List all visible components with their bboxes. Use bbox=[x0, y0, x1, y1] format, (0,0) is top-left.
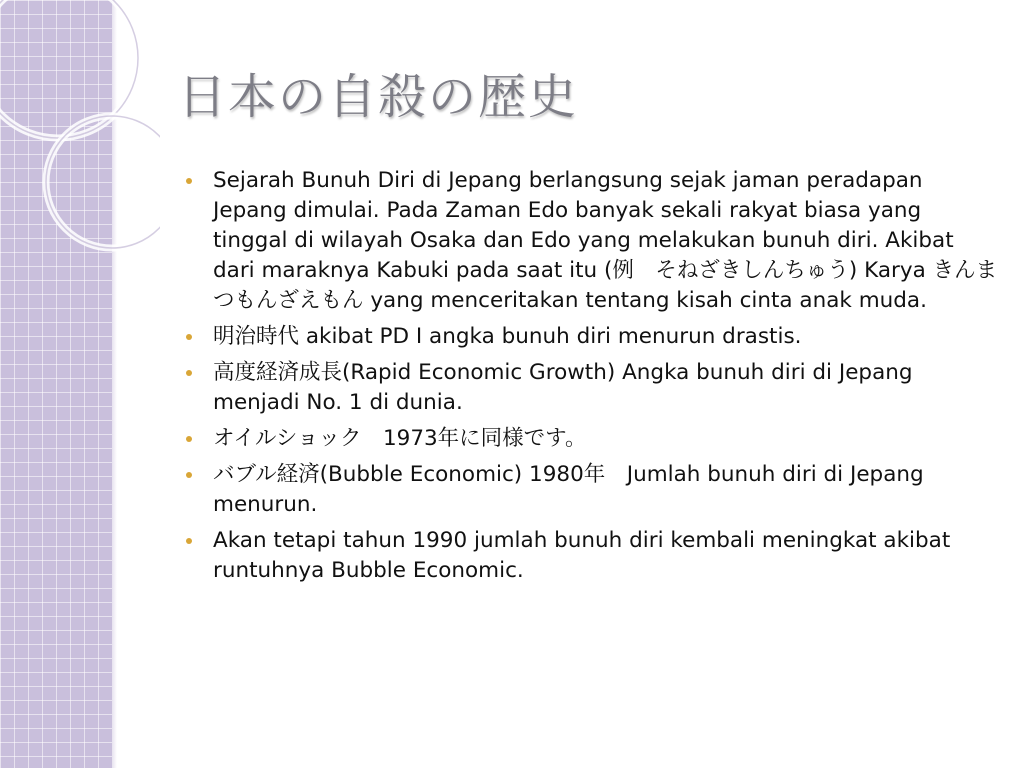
list-item bbox=[186, 322, 1001, 352]
bullet-icon bbox=[186, 370, 192, 376]
bullet-icon bbox=[186, 538, 192, 544]
bullet-icon bbox=[186, 178, 192, 184]
slide-title: 日本の自殺の歴史 bbox=[178, 69, 579, 125]
bullet-icon bbox=[186, 334, 192, 340]
bullet-list bbox=[186, 166, 1001, 592]
list-item-text: バブル経済(Bubble Economic) 1980年 Jumlah bunuh diri di Jepang menurun. bbox=[213, 462, 924, 517]
list-item bbox=[186, 460, 1001, 520]
list-item bbox=[186, 358, 1001, 418]
list-item-text: Sejarah Bunuh Diri di Jepang berlangsung sejak jaman peradapan Jepang dimulai. Pada Zaman Edo banyak sekali rakyat biasa yang tinggal di wilayah Osaka dan Edo yang melakukan bunuh diri. Akibat dari maraknya Kabuki pada saat itu (例 そねざきしんちゅう) Karya きんまつもんざえもん yang menceritakan tentang kisah cinta anak muda. bbox=[213, 168, 998, 313]
list-item-text: オイルショック 1973年に同様です。 bbox=[213, 426, 587, 451]
list-item bbox=[186, 166, 1001, 316]
list-item bbox=[186, 526, 1001, 586]
bullet-icon bbox=[186, 472, 192, 478]
list-item-text: 高度経済成長(Rapid Economic Growth) Angka bunuh diri di Jepang menjadi No. 1 di dunia. bbox=[213, 360, 913, 415]
decorative-rings bbox=[0, 0, 160, 300]
list-item bbox=[186, 424, 1001, 454]
list-item-text: 明治時代 akibat PD I angka bunuh diri menurun drastis. bbox=[213, 324, 802, 349]
bullet-icon bbox=[186, 436, 192, 442]
list-item-text: Akan tetapi tahun 1990 jumlah bunuh diri kembali meningkat akibat runtuhnya Bubble Economic. bbox=[213, 528, 951, 583]
